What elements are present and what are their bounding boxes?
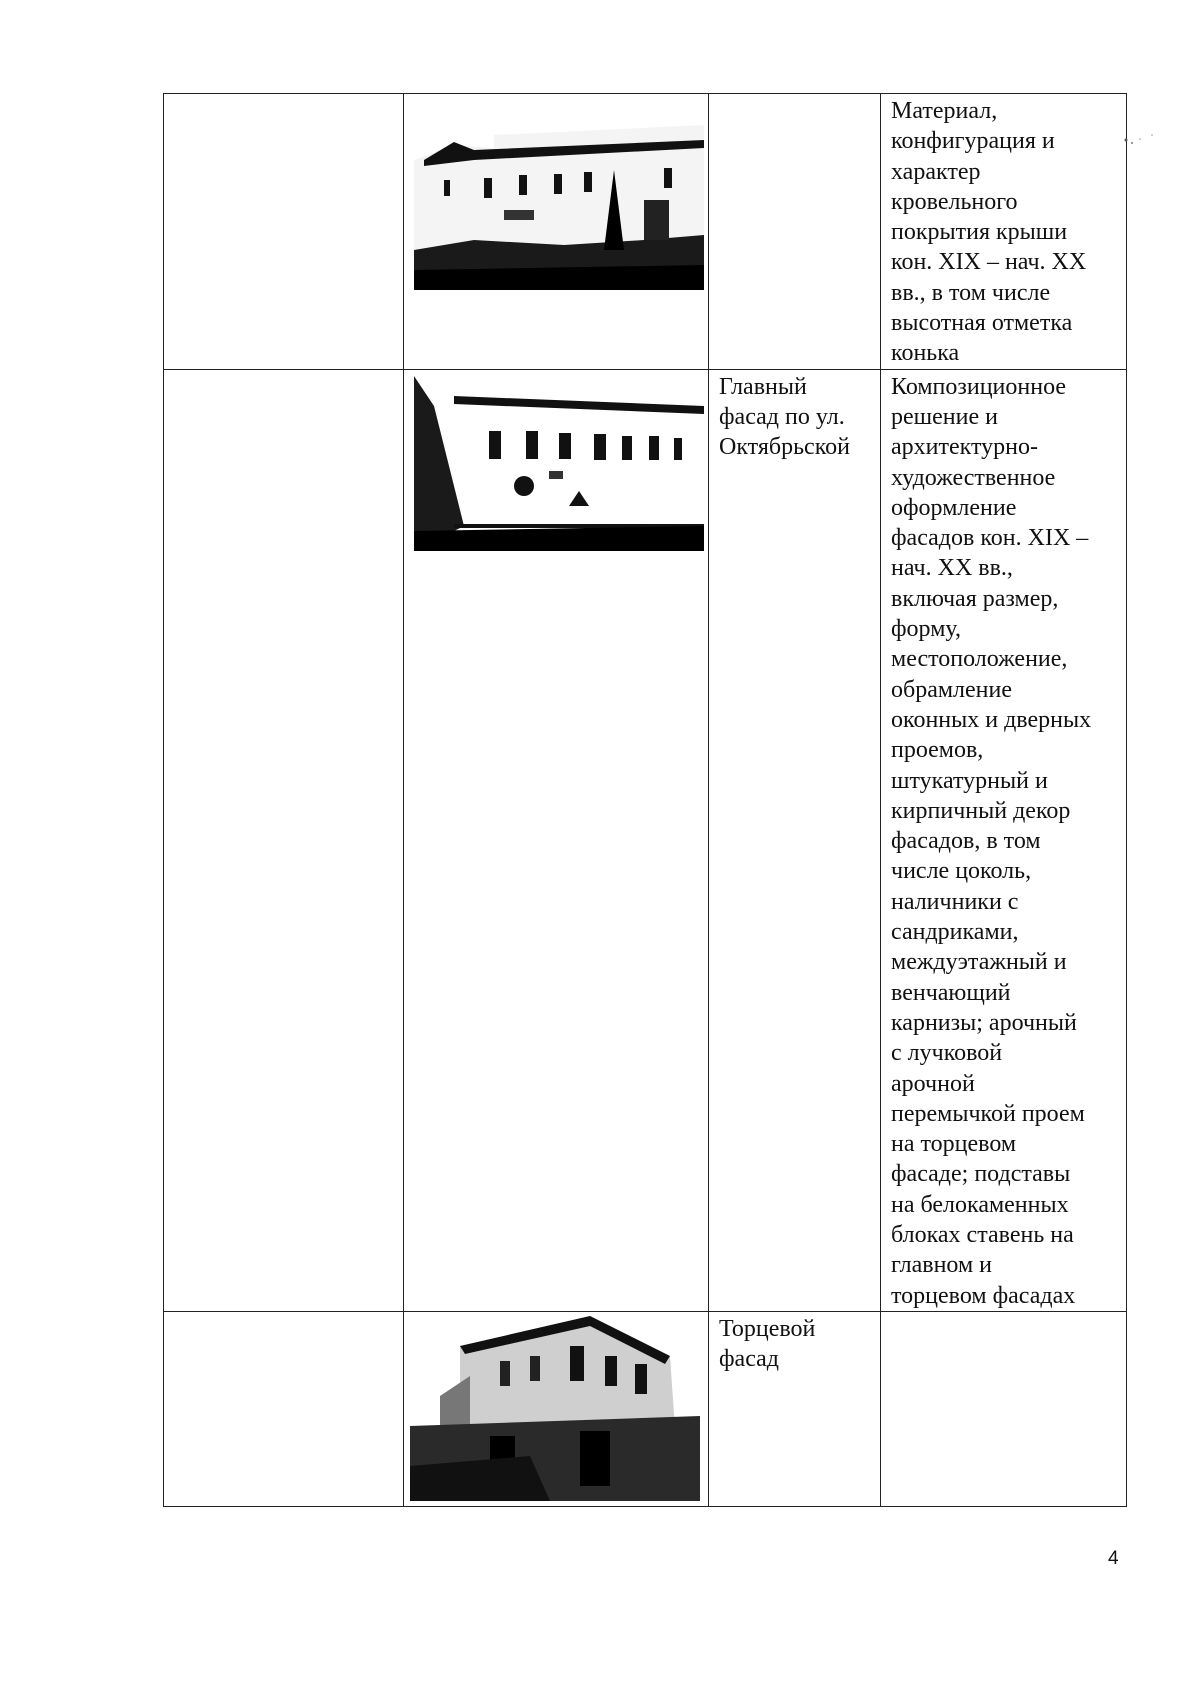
- page-number: 4: [1108, 1548, 1119, 1569]
- main-facade-photo: [414, 376, 704, 551]
- row3-photo-cell: [404, 1311, 709, 1506]
- row1-description-cell: Материал, конфигурация и характер кровельного покрытия крыши кон. XIX – нач. XX вв., в том числе высотная отметка конька: [881, 94, 1127, 370]
- table-row: [164, 369, 1127, 1311]
- table-row: [164, 94, 1127, 370]
- heritage-elements-table: [163, 93, 1127, 1507]
- table-row: [164, 1311, 1127, 1506]
- scan-speck-mark: [1120, 130, 1160, 150]
- row1-col1-cell: [164, 94, 404, 370]
- row3-description-cell: [881, 1311, 1127, 1506]
- row3-col1-cell: [164, 1311, 404, 1506]
- row2-facade-cell: Главный фасад по ул. Октябрьской: [709, 369, 881, 1311]
- row1-photo-cell: [404, 94, 709, 370]
- row3-facade-cell: Торцевой фасад: [709, 1311, 881, 1506]
- row2-col1-cell: [164, 369, 404, 1311]
- row2-photo-cell: [404, 369, 709, 1311]
- end-facade-photo: [410, 1316, 700, 1501]
- row1-facade-cell: [709, 94, 881, 370]
- row2-description-cell: Композиционное решение и архитектурно- художественное оформление фасадов кон. XIX – нач. XX вв., включая размер, форму, местоположение, обрамление оконных и дверных проемов, штукатурный и кирпичный декор фасадов, в том числе цоколь, наличники с сандриками, междуэтажный и венчающий карнизы; арочный с лучковой арочной перемычкой проем на торцевом фасаде; подставы на белокаменных блоках ставень на главном и торцевом фасадах: [881, 369, 1127, 1311]
- building-roof-photo: [414, 100, 704, 290]
